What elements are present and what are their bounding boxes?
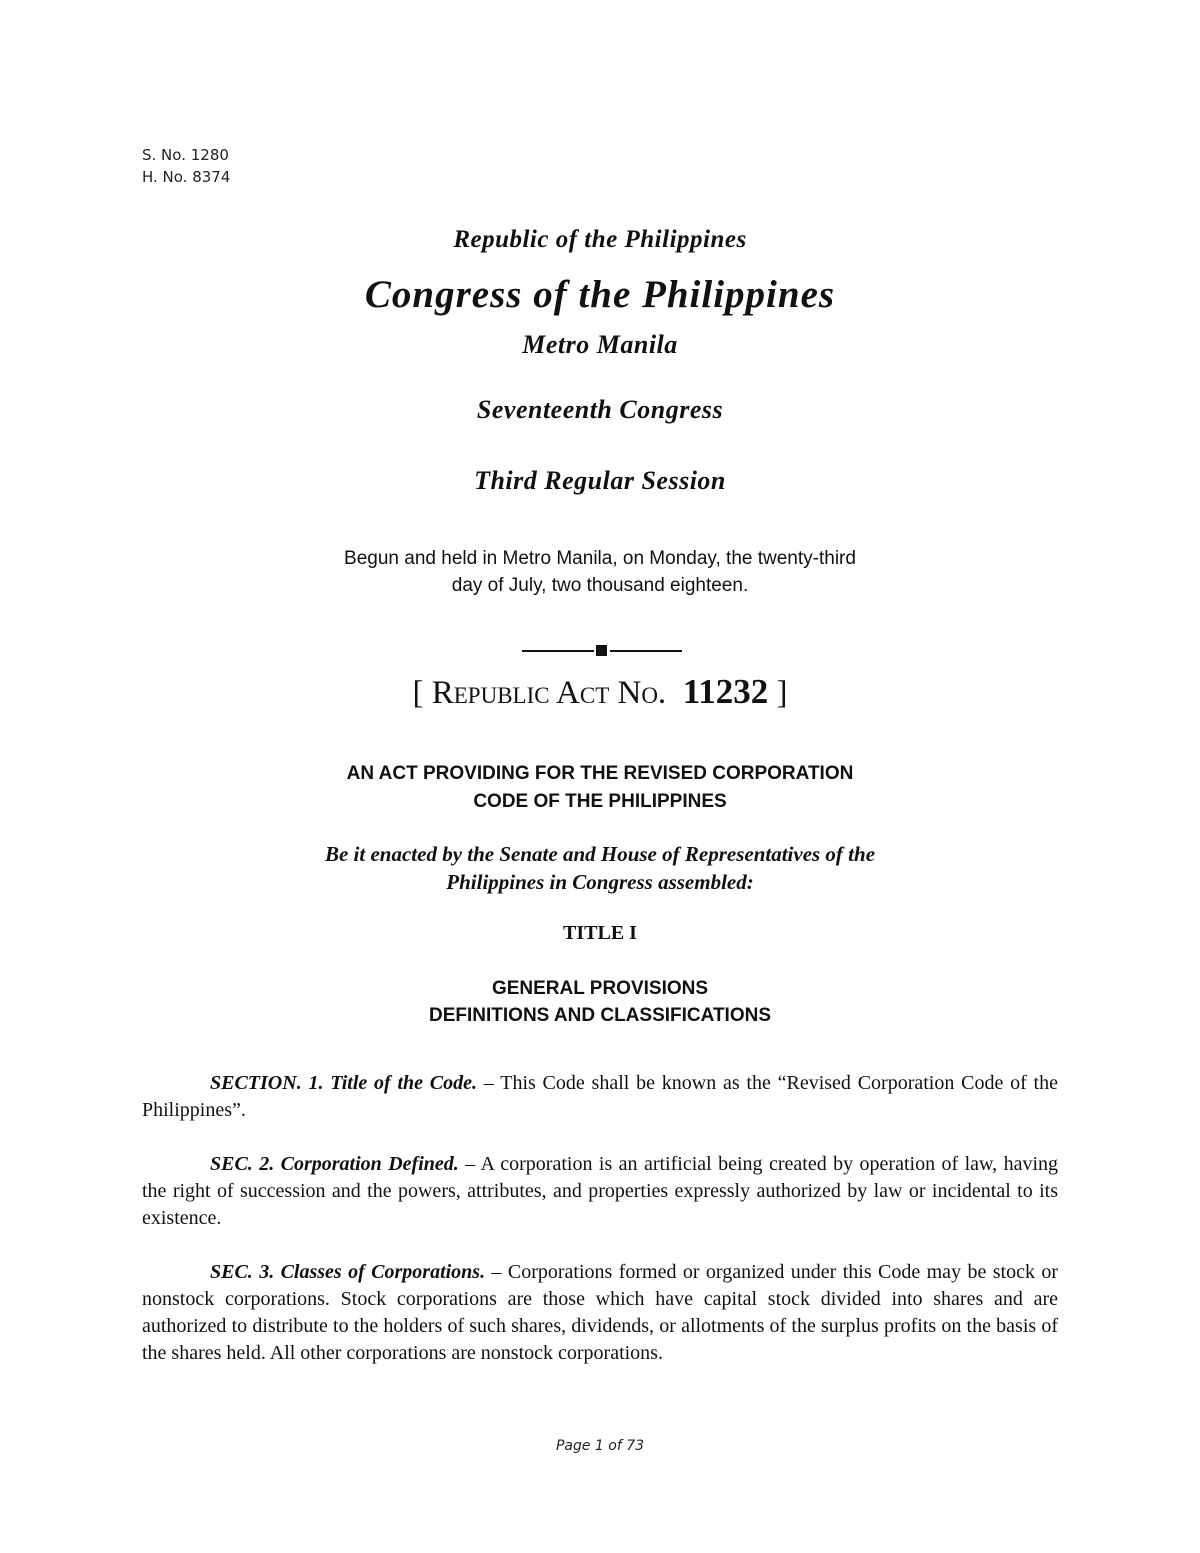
act-title-line-1: AN ACT PROVIDING FOR THE REVISED CORPORATION (346, 763, 854, 784)
republic-act-number (0, 672, 1200, 712)
section-2-text: – A corporation is an artificial being created by operation of law, having the right of succession and the powers, attributes, and properties expressly authorized by law or incidental to its existence. (142, 1153, 1059, 1229)
ra-bracket-open: [ (412, 675, 432, 711)
section-3 (142, 1259, 1058, 1367)
sections-body (142, 1070, 1058, 1394)
republic-heading: Republic of the Philippines (453, 226, 747, 253)
section-3-heading: SEC. 3. Classes of Corporations. (210, 1261, 486, 1283)
subheading-line-1: GENERAL PROVISIONS (491, 978, 709, 999)
act-title-line-2: CODE OF THE PHILIPPINES (473, 791, 727, 812)
ra-label: Republic Act No. (431, 675, 667, 711)
enacting-line-2: Philippines in Congress assembled: (446, 870, 754, 894)
begun-line-1: Begun and held in Metro Manila, on Monday, the twenty-third (344, 548, 856, 569)
ra-bracket-close: ] (768, 675, 788, 711)
begun-statement (0, 545, 1200, 599)
house-bill-number: H. No. 8374 (142, 168, 231, 186)
title-subheading (0, 975, 1200, 1029)
subheading-line-2: DEFINITIONS AND CLASSIFICATIONS (429, 1005, 771, 1026)
congress-number-heading: Seventeenth Congress (476, 395, 724, 424)
section-1 (142, 1070, 1058, 1124)
location-heading: Metro Manila (522, 330, 678, 359)
section-3-text: – Corporations formed or organized under this Code may be stock or nonstock corporations. Stock corporations are those which have capital stock divided into shares and are authorized to distribute to the holders of such shares, dividends, or allotments of the surplus profits on the basis of the shares held. All other corporations are nonstock corporations. (142, 1261, 1058, 1364)
separator-square-icon (596, 645, 607, 656)
session-heading: Third Regular Session (474, 466, 726, 495)
act-title (0, 760, 1200, 816)
begun-line-2: day of July, two thousand eighteen. (451, 575, 749, 596)
separator-line-right (610, 650, 682, 652)
title-heading: TITLE I (563, 922, 637, 944)
section-1-heading: SECTION. 1. Title of the Code. (210, 1072, 478, 1094)
congress-heading: Congress of the Philippines (364, 273, 836, 316)
bill-numbers (142, 144, 230, 188)
page-footer: Page 1 of 73 (555, 1438, 645, 1454)
section-2 (142, 1151, 1058, 1232)
separator-ornament (522, 650, 682, 652)
enacting-clause (0, 840, 1200, 896)
senate-bill-number: S. No. 1280 (142, 146, 229, 164)
section-1-text: – This Code shall be known as the “Revised Corporation Code of the Philippines”. (142, 1072, 1058, 1121)
separator-line-left (522, 650, 594, 652)
enacting-line-1: Be it enacted by the Senate and House of Representatives of the (324, 842, 876, 866)
ra-number: 11232 (682, 672, 769, 711)
section-2-heading: SEC. 2. Corporation Defined. (210, 1153, 459, 1175)
